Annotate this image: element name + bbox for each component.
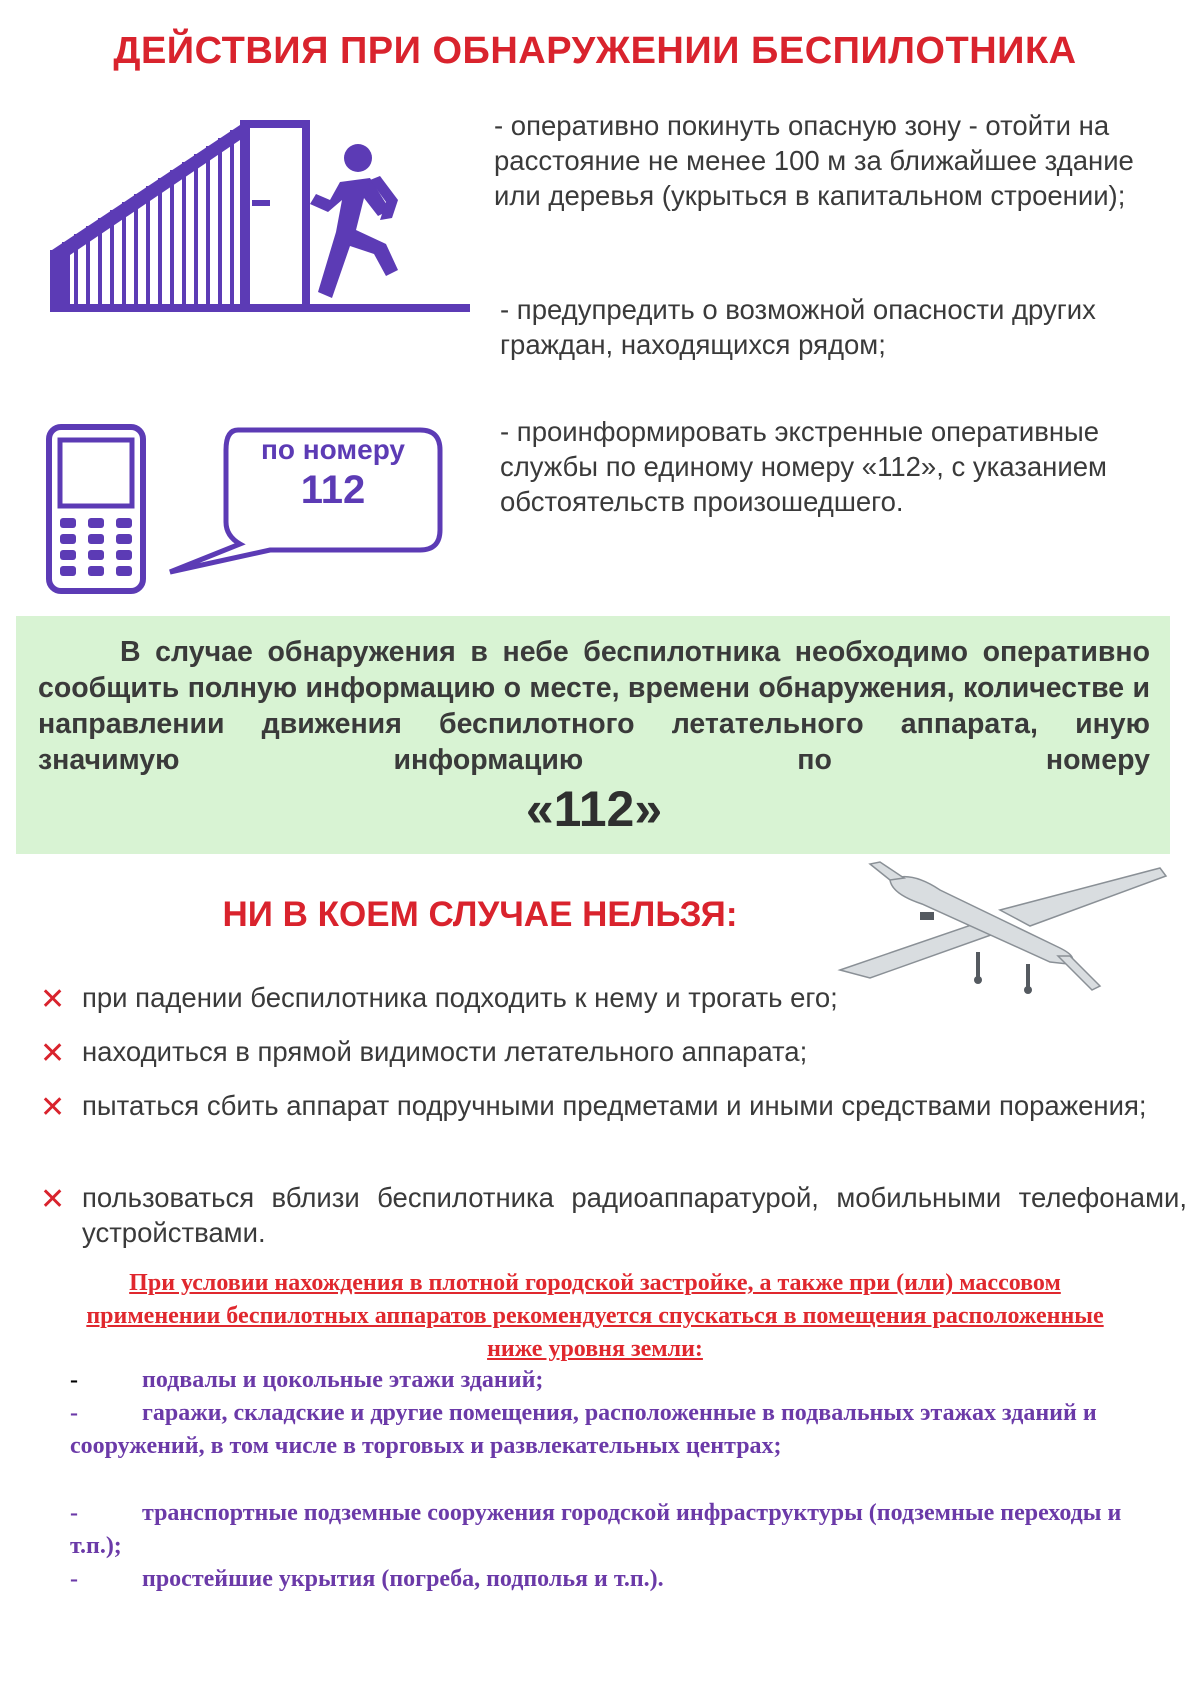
cross-icon: ✕ [40,1037,66,1070]
prohibited-item-text: пытаться сбить аппарат подручными предметами и иными средствами поражения; [82,1090,1147,1121]
shelter-item-text: простейшие укрытия (погреба, подполья и т.п.). [142,1566,664,1592]
cross-icon: ✕ [40,1091,66,1124]
shelter-item-text: гаражи, складские и другие помещения, расположенные в подвальных этажах зданий и сооружений, в том числе в торговых и развлекательных центрах; [70,1400,1097,1459]
shelter-item-text: транспортные подземные сооружения городской инфраструктуры (подземные переходы и т.п.); [70,1500,1122,1559]
shelter-item [70,1563,1130,1596]
running-person-icon [310,144,398,298]
list-dash: - [70,1500,78,1526]
shelter-item [70,1364,1130,1397]
list-dash: - [70,1400,78,1426]
step-warn-others: - предупредить о возможной опасности других граждан, находящихся рядом; [500,294,1096,360]
step-call-emergency: - проинформировать экстренные оперативные службы по единому номеру «112», с указанием обстоятельств произошедшего. [500,416,1107,517]
cross-icon: ✕ [40,983,66,1016]
step-leave-zone: - оперативно покинуть опасную зону - отойти на расстояние не менее 100 м за ближайшее здание или деревья (укрыться в капитальном строении); [494,110,1134,211]
list-dash: - [70,1566,78,1592]
list-dash: - [70,1367,78,1393]
shelter-item-text: подвалы и цокольные этажи зданий; [142,1367,544,1393]
shelter-item [70,1497,1130,1563]
prohibited-item-text: находиться в прямой видимости летательного аппарата; [82,1036,808,1067]
report-info-text: В случае обнаружения в небе беспилотника необходимо оперативно сообщить полную информацию о месте, времени обнаружения, количестве и направлении движения беспилотного летательного аппарата, иную значимую информацию по номеру [38,636,1150,776]
building-stairs-icon [50,120,470,312]
bubble-label: по номеру [260,434,406,465]
evacuation-illustration [40,120,480,320]
emergency-number: «112» [525,781,663,837]
cross-icon: ✕ [40,1183,66,1216]
shelter-item [70,1397,1130,1463]
prohibited-item-text: пользоваться вблизи беспилотника радиоаппаратурой, мобильными телефонами, устройствами. [82,1182,1187,1248]
page-title: ДЕЙСТВИЯ ПРИ ОБНАРУЖЕНИИ БЕСПИЛОТНИКА [113,30,1077,72]
shelter-recommendation: При условии нахождения в плотной городской застройке, а также при (или) массовом применении беспилотных аппаратов рекомендуется спускаться в помещения расположенные ниже уровня земли: [86,1270,1104,1362]
drone-icon [830,860,1170,1000]
bubble-number: 112 [300,468,366,512]
prohibited-item-text: при падении беспилотника подходить к нему и трогать его; [82,982,838,1013]
prohibited-title: НИ В КОЕМ СЛУЧАЕ НЕЛЬЗЯ: [222,895,738,934]
